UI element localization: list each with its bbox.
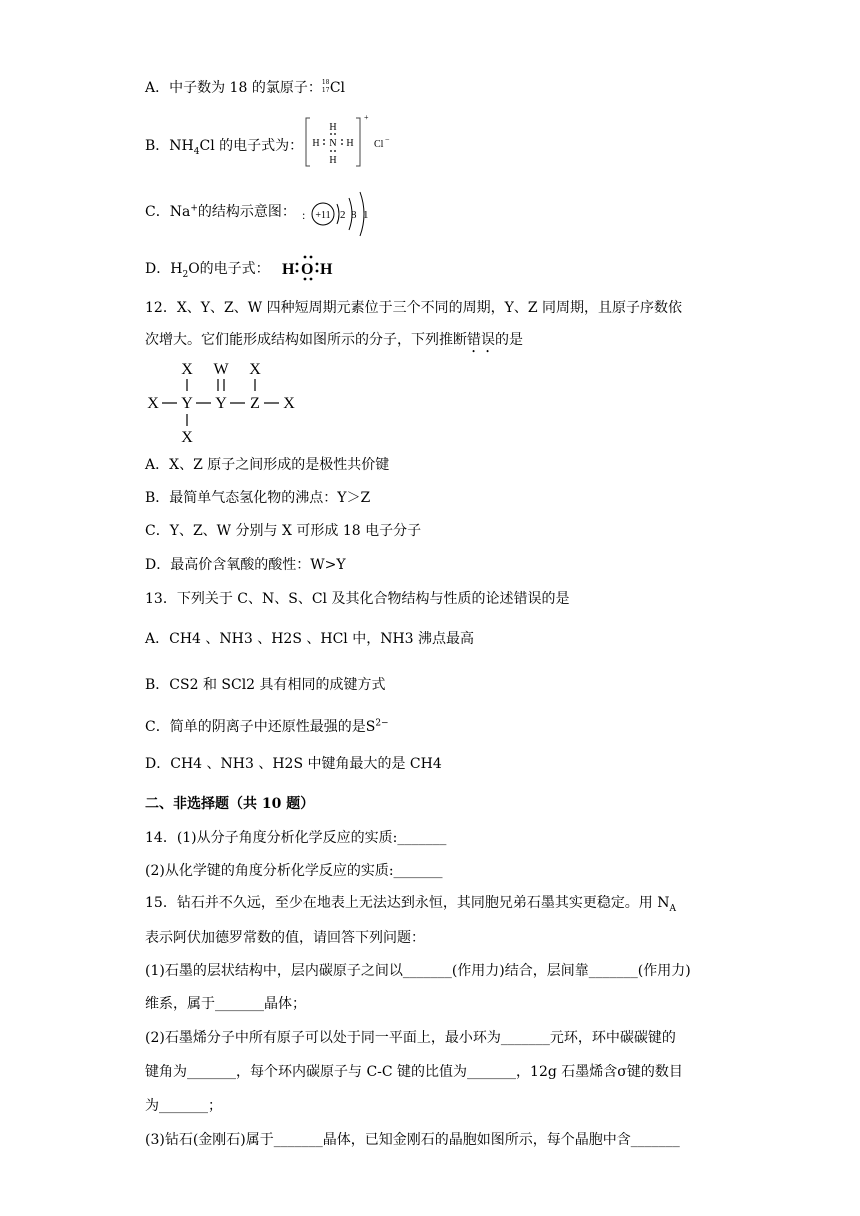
atom-x-left: X (147, 395, 159, 412)
atom-z: Z (250, 395, 260, 412)
atom-w: W (213, 361, 229, 378)
ammonium-h-left: H (312, 138, 320, 149)
atom-x-right: X (283, 395, 295, 412)
colon-mark: : (302, 208, 306, 222)
ammonium-h-top: H (329, 122, 337, 133)
q11-d-text: 的电子式： (199, 261, 270, 277)
atom-y1: Y (181, 395, 193, 412)
atom-x-top1: X (181, 361, 193, 378)
ammonium-n: N (329, 138, 337, 149)
q12-emphasis: 错误 (467, 332, 495, 348)
q11-c-label: C．Na (145, 204, 191, 220)
water-formula-h1: H (282, 261, 295, 278)
q12-option-a: A．X、Z 原子之间形成的是极性共价键 (145, 457, 390, 473)
q15-line7: 为_______； (145, 1098, 222, 1114)
atomic-number: 17 (321, 87, 330, 94)
charge-plus: + (364, 113, 369, 122)
atom-y2: Y (215, 395, 227, 412)
q15-line6: 键角为_______，每个环内碳原子与 C-C 键的比值为_______，12g 石墨烯含σ键的数目 (145, 1064, 683, 1080)
ammonium-h-right: H (346, 138, 354, 149)
water-formula-h2: H (320, 261, 333, 278)
atom-x-bottom: X (181, 429, 193, 446)
q11-d-label: D． (145, 261, 171, 277)
ammonium-h-bottom: H (329, 155, 337, 166)
q13-b-text: CS2 和 SCl2 具有相同的成键方式 (169, 677, 386, 693)
q15-line4: 维系，属于_______晶体； (145, 996, 306, 1012)
ammonium-chloride-electron-formula (302, 112, 392, 174)
water-o: O (188, 261, 200, 277)
q13-option-d (145, 754, 442, 774)
subscript-4: 4 (193, 146, 200, 157)
q14-line1: 14．(1)从分子角度分析化学反应的实质:_______ (145, 830, 447, 846)
q12-option-c: C．Y、Z、W 分别与 X 可形成 18 电子分子 (145, 523, 422, 539)
subscript-2: 2 (182, 269, 189, 280)
water-h: H (170, 261, 183, 277)
q15-line3: (1)石墨的层状结构中，层内碳原子之间以_______(作用力)结合，层间靠_______(作用力) (145, 963, 691, 979)
charge-minus: − (385, 135, 390, 144)
shell-3-electrons: 1 (363, 209, 369, 221)
q11-option-a (145, 78, 345, 98)
water-electron-formula (282, 252, 338, 282)
q11-b-label: B．NH (145, 138, 194, 154)
q11-option-b (145, 136, 303, 156)
water-formula-o: O (301, 261, 314, 278)
q12-stem-part-a: 次增大。它们能形成结构如图所示的分子，下列推断 (145, 332, 467, 348)
chloride-ion: Cl (374, 139, 384, 150)
q13-a-label: A． (145, 631, 170, 647)
sodium-ion-structure-diagram (300, 188, 380, 238)
q13-d-label: D． (145, 756, 171, 772)
section-2-heading: 二、非选择题（共 10 题） (145, 796, 315, 812)
q15-line5: (2)石墨烯分子中所有原子可以处于同一平面上，最小环为_______元环，环中碳碳键的 (145, 1030, 676, 1046)
q11-b-text: Cl 的电子式为： (199, 138, 304, 154)
q12-stem-part-c: 的是 (495, 332, 523, 348)
nucleus-charge: +11 (315, 210, 331, 221)
q12-option-b: B．最简单气态氢化物的沸点：Y＞Z (145, 490, 371, 506)
q11-c-text: 的结构示意图： (197, 204, 296, 220)
isotope-notation (322, 81, 330, 95)
avogadro-subscript: A (669, 903, 677, 914)
q12-stem-line2 (145, 330, 523, 356)
q13-c-text: C．简单的阴离子中还原性最强的是 (145, 719, 366, 735)
atom-x-top2: X (249, 361, 261, 378)
q12-stem-line1: 12．X、Y、Z、W 四种短周期元素位于三个不同的周期，Y、Z 同周期，且原子序数依 (145, 300, 683, 316)
q12-option-d: D．最高价含氧酸的酸性：W>Y (145, 557, 346, 573)
q15-line2: 表示阿伏加德罗常数的值，请回答下列问题： (145, 930, 425, 946)
q11-a-label: A．中子数为 18 的氯原子： (145, 80, 322, 96)
q11-option-c (145, 202, 296, 222)
q13-option-c (145, 717, 389, 737)
q15-line8: (3)钻石(金刚石)属于_______晶体，已知金刚石的晶胞如图所示，每个晶胞中含_______ (145, 1132, 680, 1148)
q13-b-label: B． (145, 677, 170, 693)
q12-molecule-diagram (145, 358, 305, 448)
sulfide-ion: S (365, 719, 376, 735)
chlorine-symbol: Cl (329, 80, 346, 96)
q13-option-b (145, 675, 386, 695)
q11-option-d (145, 259, 270, 279)
superscript-plus: + (190, 203, 198, 214)
q13-option-a (145, 629, 474, 649)
q15-line1 (145, 893, 676, 913)
sulfide-charge: 2− (375, 718, 389, 729)
mass-number: 18 (321, 79, 330, 86)
q15-line1-text: 15．钻石并不久远，至少在地表上无法达到永恒，其同胞兄弟石墨其实更稳定。用 N (145, 895, 670, 911)
q13-d-text: CH4 、NH3 、H2S 中键角最大的是 CH4 (170, 756, 442, 772)
q14-line2: (2)从化学键的角度分析化学反应的实质:_______ (145, 863, 443, 879)
q13-a-text: CH4 、NH3 、H2S 、HCl 中，NH3 沸点最高 (169, 631, 475, 647)
shell-2-electrons: 8 (351, 209, 357, 221)
shell-1-electrons: 2 (340, 209, 346, 221)
q13-stem: 13．下列关于 C、N、S、Cl 及其化合物结构与性质的论述错误的是 (145, 591, 570, 607)
